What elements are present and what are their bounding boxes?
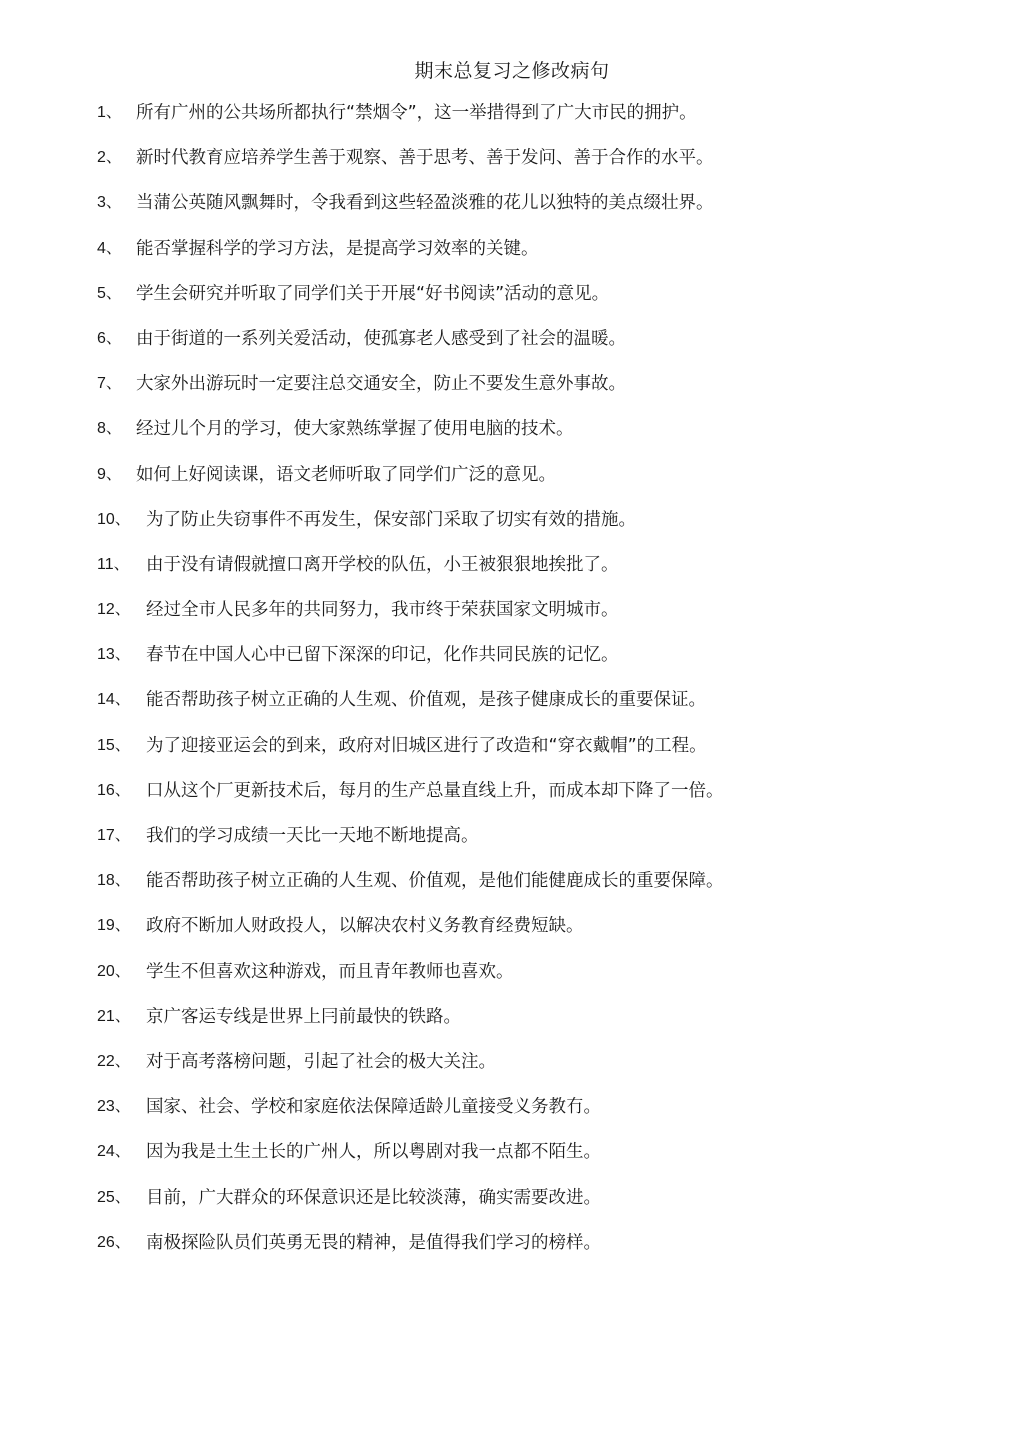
list-item <box>0 911 1024 956</box>
item-sentence: 为了迎接亚运会的到来，政府对旧城区进行了改造和“穿衣戴帽”的工程。 <box>146 735 707 756</box>
item-number: 6、 <box>97 329 122 347</box>
item-number: 20、 <box>97 962 131 980</box>
item-sentence: 由于街道的一系列关爱活动，使孤寡老人感受到了社会的温暖。 <box>136 328 626 349</box>
list-item <box>0 279 1024 324</box>
item-sentence: 对于高考落榜问题，引起了社会的极大关注。 <box>146 1051 496 1072</box>
list-item <box>0 369 1024 414</box>
list-item <box>0 550 1024 595</box>
item-sentence: 口从这个厂更新技术后，每月的生产总量直线上升，而成本却下降了一倍。 <box>146 780 724 801</box>
list-item <box>0 414 1024 459</box>
list-item <box>0 1183 1024 1228</box>
item-number: 14、 <box>97 691 131 709</box>
sentence-list <box>0 98 1024 1273</box>
list-item <box>0 1228 1024 1273</box>
list-item <box>0 460 1024 505</box>
list-item <box>0 1137 1024 1182</box>
item-number: 5、 <box>97 284 122 302</box>
list-item <box>0 776 1024 821</box>
item-number: 7、 <box>97 375 122 393</box>
item-number: 21、 <box>97 1007 131 1025</box>
item-number: 23、 <box>97 1098 131 1116</box>
item-sentence: 我们的学习成绩一天比一天地不断地提高。 <box>146 826 479 846</box>
list-item <box>0 640 1024 685</box>
item-sentence: 经过全市人民多年的共同努力，我市终于荣获国家文明城市。 <box>146 600 619 621</box>
item-number: 16、 <box>97 781 131 799</box>
item-number: 22、 <box>97 1052 131 1070</box>
item-sentence: 经过儿个月的学习，使大家熟练掌握了使用电脑的技术。 <box>136 419 574 440</box>
item-sentence: 春节在中国人心中已留下深深的印记，化作共同民族的记忆。 <box>146 645 619 666</box>
item-number: 12、 <box>97 601 131 619</box>
item-sentence: 能否掌握科学的学习方法，是提高学习效率的关键。 <box>136 238 539 259</box>
item-sentence: 学生不但喜欢这种游戏，而且青年教师也喜欢。 <box>146 961 514 982</box>
item-sentence: 南极探险队员们英勇无畏的精神，是值得我们学习的榜样。 <box>146 1232 601 1253</box>
item-number: 19、 <box>97 917 131 935</box>
list-item <box>0 1002 1024 1047</box>
item-number: 8、 <box>97 420 122 438</box>
item-number: 13、 <box>97 646 131 664</box>
item-number: 26、 <box>97 1233 131 1251</box>
item-number: 3、 <box>97 194 122 212</box>
item-number: 25、 <box>97 1188 131 1206</box>
item-sentence: 国家、社会、学校和家庭依法保障适龄儿童接受义务教冇。 <box>146 1097 601 1118</box>
item-number: 1、 <box>97 104 122 121</box>
item-sentence: 能否帮助孩子树立正确的人生观、价值观，是孩子健康成长的重要保证。 <box>146 690 706 711</box>
item-number: 4、 <box>97 239 122 257</box>
list-item <box>0 957 1024 1002</box>
list-item <box>0 143 1024 188</box>
item-number: 15、 <box>97 736 131 754</box>
list-item <box>0 731 1024 776</box>
list-item <box>0 324 1024 369</box>
list-item <box>0 188 1024 233</box>
item-sentence: 当蒲公英随风飘舞时，令我看到这些轻盈淡雅的花儿以独特的美点缀壮界。 <box>136 193 714 214</box>
page-title: 期末总复习之修改病句 <box>414 60 610 82</box>
list-item <box>0 1047 1024 1092</box>
list-item <box>0 1092 1024 1137</box>
item-number: 2、 <box>97 149 122 167</box>
item-sentence: 所有广州的公共场所都执行“禁烟令”，这一举措得到了广大市民的拥护。 <box>136 103 697 123</box>
item-sentence: 新时代教育应培养学生善于观察、善于思考、善于发问、善于合作的水平。 <box>136 148 714 169</box>
item-sentence: 为了防止失窃事件不再发生，保安部门采取了切实有效的措施。 <box>146 509 636 530</box>
list-item <box>0 821 1024 866</box>
list-item <box>0 685 1024 730</box>
item-sentence: 由于没有请假就擅口离开学校的队伍，小王被狠狠地挨批了。 <box>146 554 619 575</box>
list-item <box>0 866 1024 911</box>
list-item <box>0 595 1024 640</box>
item-sentence: 京广客运专线是世界上冃前最快的铁路。 <box>146 1006 461 1027</box>
item-number: 18、 <box>97 872 131 890</box>
item-sentence: 因为我是土生土长的广州人，所以粤剧对我一点都不陌生。 <box>146 1142 601 1163</box>
item-sentence: 如何上好阅读课，语文老师听取了同学们广泛的意见。 <box>136 464 556 485</box>
list-item <box>0 505 1024 550</box>
item-number: 11、 <box>97 555 130 573</box>
item-number: 24、 <box>97 1143 131 1161</box>
list-item <box>0 98 1024 143</box>
item-number: 10、 <box>97 510 131 528</box>
item-number: 9、 <box>97 465 122 483</box>
item-sentence: 能否帮助孩子树立正确的人生观、价值观，是他们能健鹿成长的重要保障。 <box>146 871 724 892</box>
item-number: 17、 <box>97 827 131 844</box>
item-sentence: 学生会研究并听取了同学们关于开展“好书阅读”活动的意见。 <box>136 283 610 304</box>
item-sentence: 政府不断加人财政投人，以解决农村义务教育经费短缺。 <box>146 916 584 937</box>
item-sentence: 目前，广大群众的环保意识还是比较淡薄，确实需要改进。 <box>146 1187 601 1208</box>
item-sentence: 大家外出游玩时一定要注总交通安全，防止不要发生意外事故。 <box>136 374 626 395</box>
list-item <box>0 234 1024 279</box>
